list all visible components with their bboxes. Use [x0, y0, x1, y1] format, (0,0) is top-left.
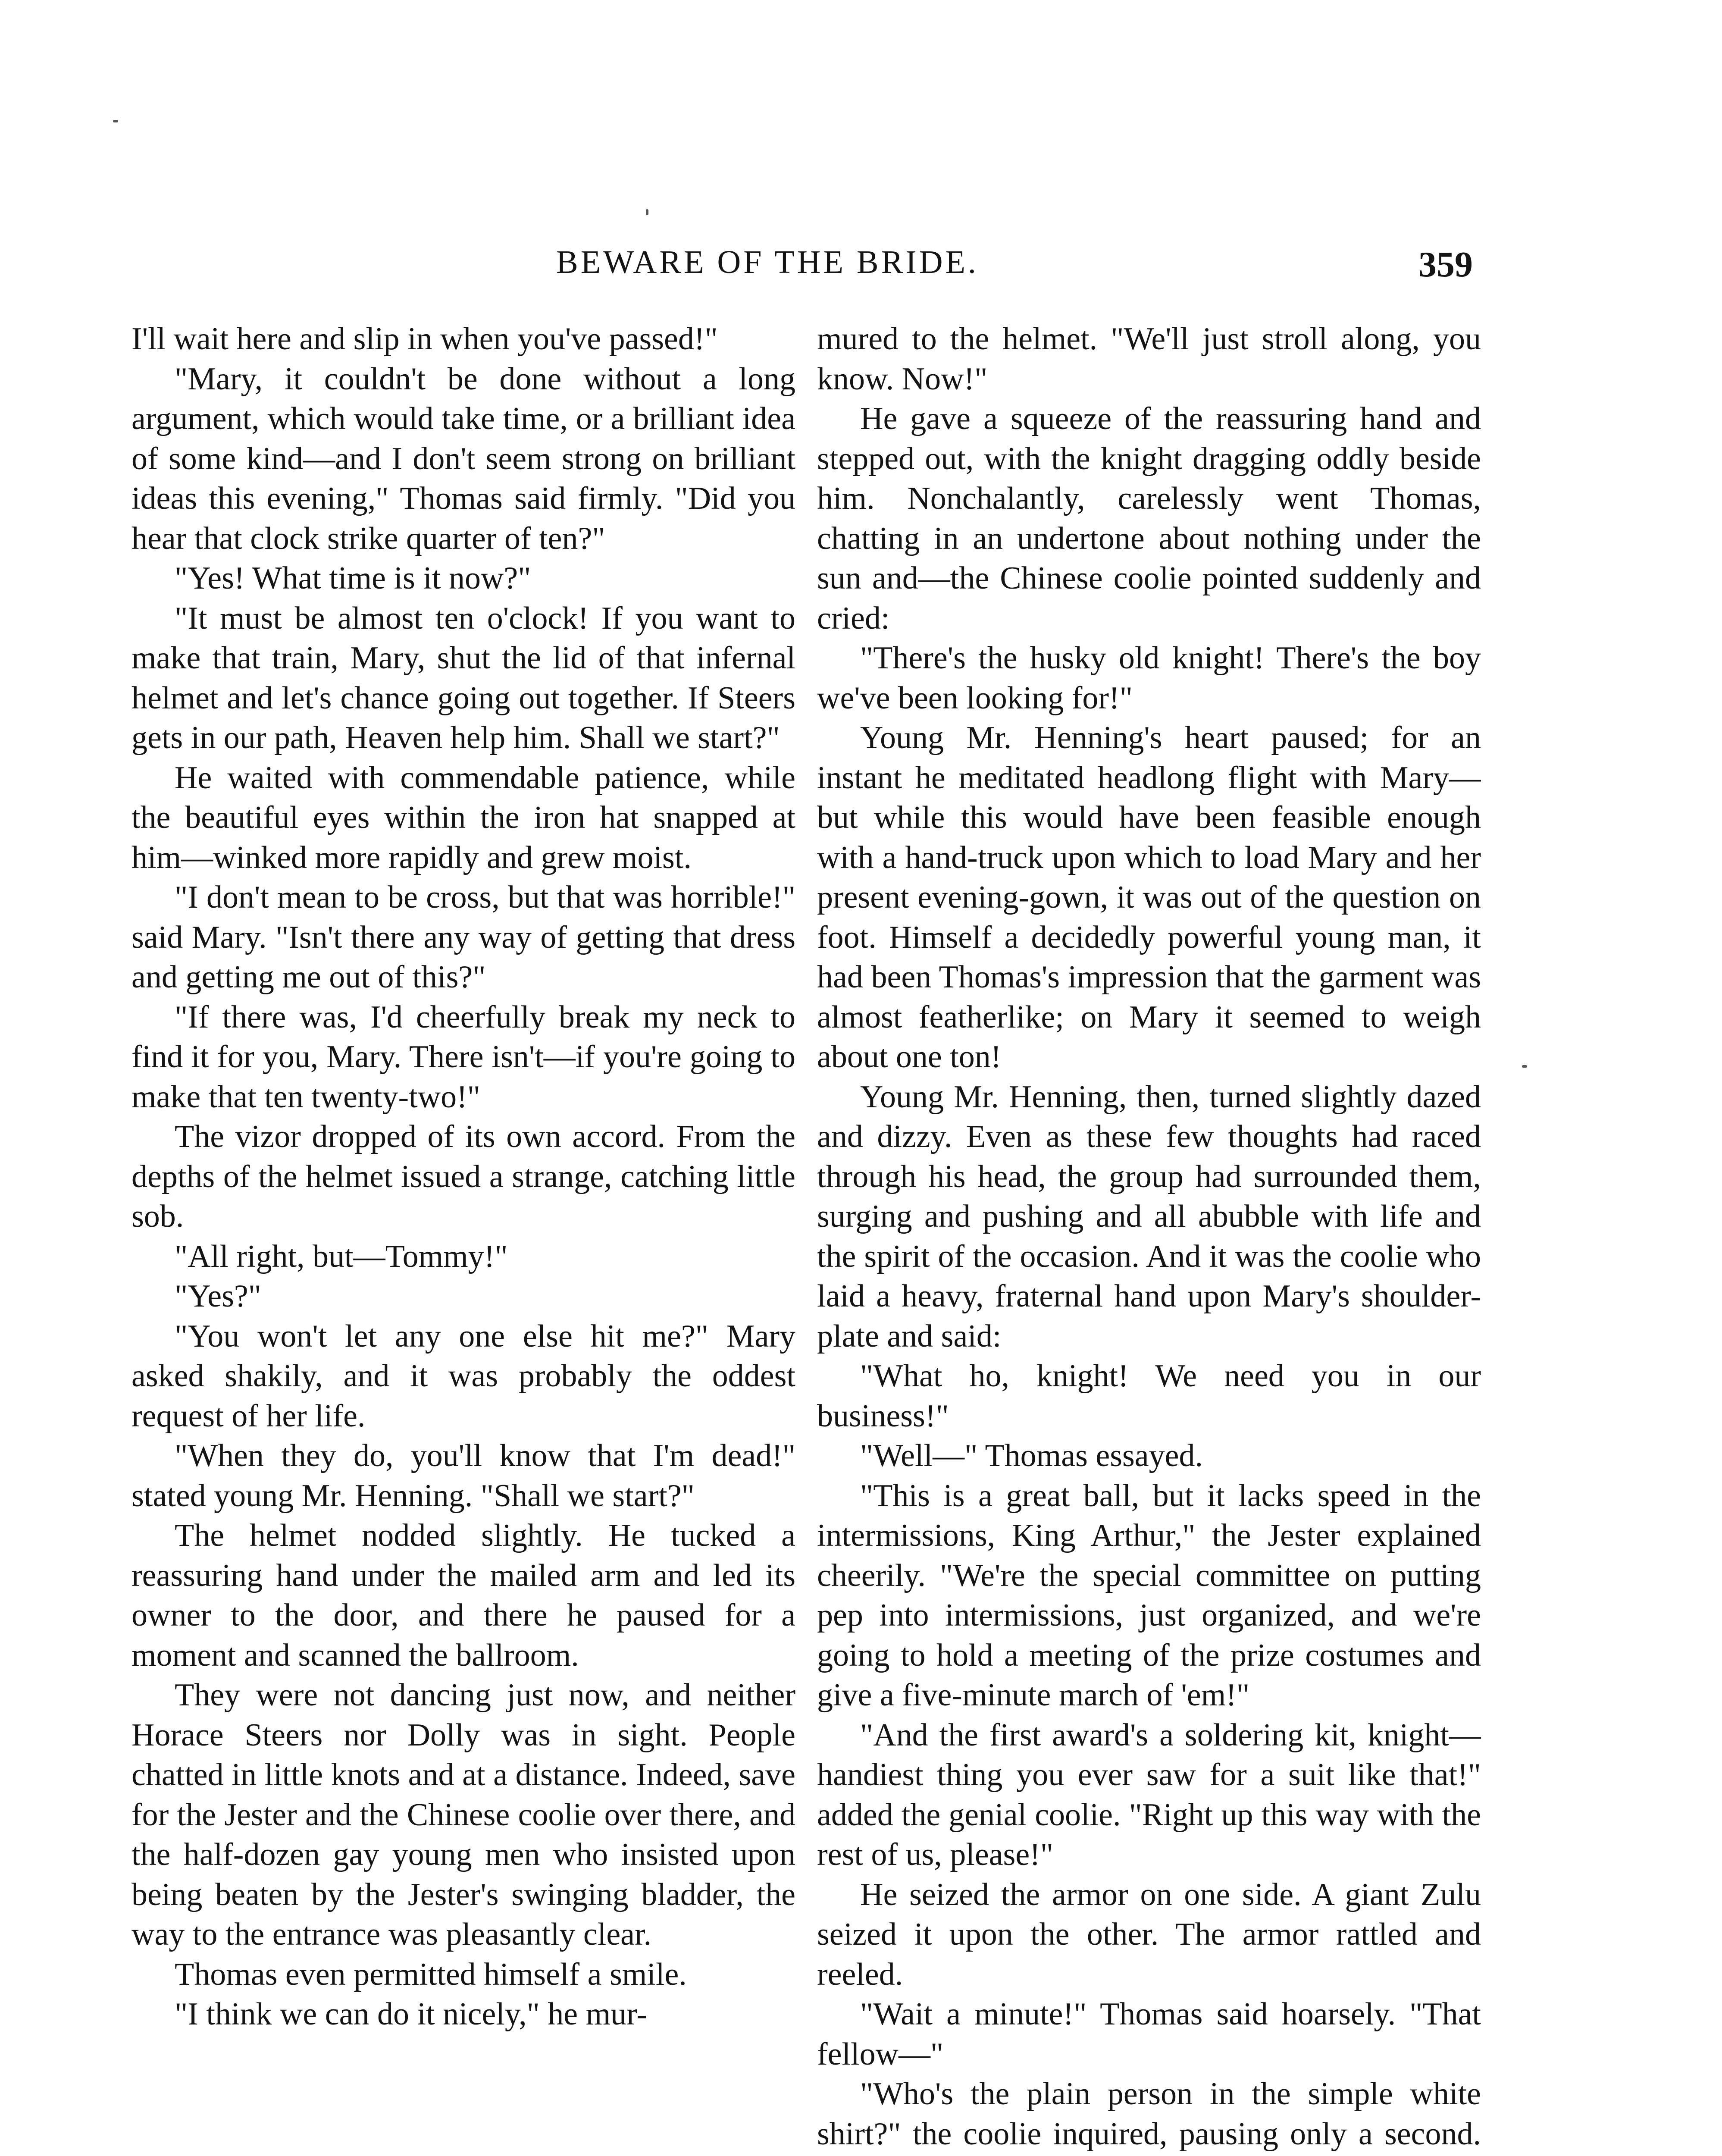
paragraph: "Yes?": [175, 1279, 261, 1314]
paragraph: "Mary, it couldn't be done without a long argument, which would take time, or a brilliant idea of some kind—and I don't seem strong on brilliant ideas this evening," Thomas said firmly. "Did you hear that clock strike quarter of ten?": [131, 361, 795, 556]
paragraph: "If there was, I'd cheerfully break my neck to find it for you, Mary. There isn't—if you're going to make that ten twenty-two!": [131, 999, 795, 1115]
page-header: [0, 244, 1722, 291]
right-column: [817, 319, 1481, 2156]
paragraph: He seized the armor on one side. A giant Zulu seized it upon the other. The armor rattled and reeled.: [817, 1877, 1481, 1992]
paragraph: "When they do, you'll know that I'm dead!" stated young Mr. Henning. "Shall we start?": [131, 1438, 795, 1514]
paragraph: The helmet nodded slightly. He tucked a reassuring hand under the mailed arm and led its owner to the door, and there he paused for a moment and scanned the ballroom.: [131, 1518, 795, 1673]
paragraph: Young Mr. Henning, then, turned slightly dazed and dizzy. Even as these few thoughts had raced through his head, the group had surrounded them, surging and pushing and all abubble with life and the spirit of the occasion. And it was the coolie who laid a heavy, fraternal hand upon Mary's shoulder-plate and said:: [817, 1079, 1481, 1354]
scan-speck: [646, 209, 648, 215]
paragraph: "And the first award's a soldering kit, knight—handiest thing you ever saw for a suit like that!" added the genial coolie. "Right up this way with the rest of us, please!": [817, 1717, 1481, 1872]
paragraph: "It must be almost ten o'clock! If you want to make that train, Mary, shut the lid of that infernal helmet and let's chance going out together. If Steers gets in our path, Heaven help him. Shall we start?": [131, 600, 795, 755]
paragraph: "Who's the plain person in the simple white shirt?" the coolie inquired, pausing only a second.: [817, 2076, 1481, 2152]
paragraph: "You won't let any one else hit me?" Mary asked shakily, and it was probably the oddest request of her life.: [131, 1318, 795, 1434]
paragraph: He waited with commendable patience, while the beautiful eyes within the iron hat snapped at him—winked more rapidly and grew moist.: [131, 760, 795, 875]
paragraph: "I think we can do it nicely," he mur-: [175, 1996, 647, 2032]
paragraph: The vizor dropped of its own accord. From the depths of the helmet issued a strange, catching little sob.: [131, 1119, 795, 1234]
running-title: BEWARE OF THE BRIDE.: [556, 244, 979, 280]
paragraph: "Well—" Thomas essayed.: [860, 1438, 1203, 1473]
paragraph: "Wait a minute!" Thomas said hoarsely. "That fellow—": [817, 1996, 1481, 2072]
page-number: 359: [1418, 244, 1473, 285]
paragraph: Young Mr. Henning's heart paused; for an instant he meditated headlong flight with Mary—but while this would have been feasible enough with a hand-truck upon which to load Mary and her present evening-gown, it was out of the question on foot. Himself a decidedly powerful young man, it had been Thomas's impression that the garment was almost featherlike; on Mary it seemed to weigh about one ton!: [817, 720, 1481, 1075]
left-column: [131, 319, 795, 2156]
paragraph: He gave a squeeze of the reassuring hand and stepped out, with the knight dragging oddly beside him. Nonchalantly, carelessly went Thomas, chatting in an undertone about nothing under the sun and—the Chinese coolie pointed suddenly and cried:: [817, 401, 1481, 636]
paragraph: They were not dancing just now, and neither Horace Steers nor Dolly was in sight. People chatted in little knots and at a distance. Indeed, save for the Jester and the Chinese coolie over there, and the half-dozen gay young men who insisted upon being beaten by the Jester's swinging bladder, the way to the entrance was pleasantly clear.: [131, 1677, 795, 1952]
scan-speck: [113, 120, 118, 122]
paragraph: mured to the helmet. "We'll just stroll along, you know. Now!": [817, 321, 1481, 397]
paragraph: "This is a great ball, but it lacks speed in the intermissions, King Arthur," the Jester explained cheerily. "We're the special committee on putting pep into intermissions, just organized, and we're going to hold a meeting of the prize costumes and give a five-minute march of 'em!": [817, 1478, 1481, 1713]
paragraph: I'll wait here and slip in when you've passed!": [131, 321, 718, 357]
scan-speck: [1522, 1065, 1527, 1068]
paragraph: "Yes! What time is it now?": [175, 561, 531, 596]
paragraph: "There's the husky old knight! There's the boy we've been looking for!": [817, 640, 1481, 716]
paragraph: "All right, but—Tommy!": [175, 1238, 508, 1274]
paragraph: Thomas even permitted himself a smile.: [175, 1956, 687, 1992]
paragraph: "I don't mean to be cross, but that was horrible!" said Mary. "Isn't there any way of getting that dress and getting me out of this?": [131, 880, 795, 995]
paragraph: "What ho, knight! We need you in our business!": [817, 1358, 1481, 1434]
